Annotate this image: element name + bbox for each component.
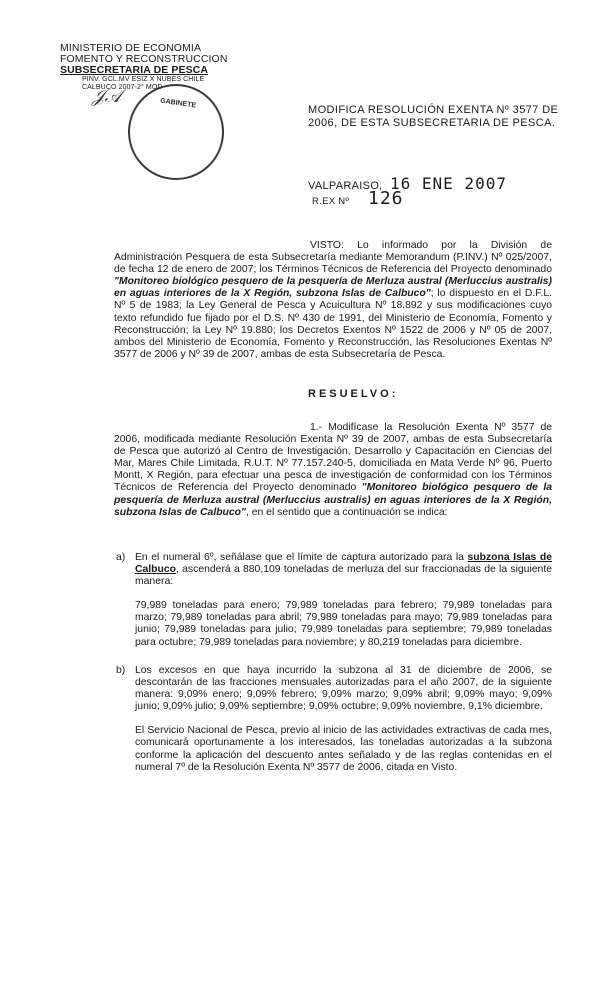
visto-text-1: Lo informado por la División de Administración Pesquera de esta Subsecretaría mediante Memorandum (P.INV.) Nº 025/2007, de fecha 12 de enero de 2007; los Términos Técnicos de Referencia del Proyecto denominado: [114, 240, 552, 276]
gabinete-stamp: [122, 78, 230, 186]
rex-label: R.EX Nº: [312, 196, 350, 207]
item-a-text-1: En el numeral 6º, señálase que el límite de captura autorizado para la: [135, 552, 464, 563]
subsecretaria-line: SUBSECRETARIA DE PESCA: [60, 64, 209, 76]
handwritten-initials: 𝒥𝒜: [92, 86, 122, 107]
ministry-line-2: FOMENTO Y RECONSTRUCCION: [60, 53, 228, 65]
letterhead: [60, 43, 228, 92]
reference-line-2: CALBUCO 2007-2° MOD: [82, 84, 163, 91]
resuelvo-heading: RESUELVO:: [308, 388, 399, 400]
item-b: [135, 665, 552, 774]
article-1: [114, 422, 552, 519]
item-a-text-2: , ascenderá a 880,109 toneladas de merluza del sur fraccionadas de la siguiente manera:: [135, 564, 552, 588]
article-1-project-name: "Monitoreo biológico pesquero de la pesquería de Merluza austral (Merluccius australis) en aguas interiores de la X Región, subzona Islas de Calbuco": [114, 482, 552, 518]
item-b-closing: El Servicio Nacional de Pesca, previo al inicio de las actividades extractivas de cada mes, comunicará oportunamente a los interesados, las toneladas autorizadas a la subzona conforme la aplicación del descuento antes señalado y de las reglas contenidas en el numeral 7º de la Resolución Exenta Nº 3577 de 2006, citada en Visto.: [135, 725, 552, 773]
visto-project-name: "Monitoreo biológico pesquero de la pesquería de Merluza austral (Merluccius australis) en aguas interiores de la X Región, subzona Islas de Calbuco": [114, 276, 552, 300]
visto-section: [114, 240, 552, 361]
item-b-marker: b): [116, 665, 126, 676]
item-a-marker: a): [116, 552, 126, 563]
item-a-subzona: subzona Islas de Calbuco: [135, 552, 553, 576]
item-a: [135, 552, 552, 649]
visto-lead: VISTO:: [310, 240, 344, 251]
document-title: [308, 104, 558, 130]
reference-line-1: PINV. GCL.MV ESIZ X NUBES CHILE: [82, 76, 205, 83]
item-a-monthly-detail: 79,989 toneladas para enero; 79,989 toneladas para febrero; 79,989 toneladas para marzo; 79,989 toneladas para abril; 79,989 toneladas para mayo; 79,989 toneladas para junio; 79,989 toneladas para julio; 79,989 toneladas para septiembre; 79,989 toneladas para octubre; 79,989 toneladas para noviembre; y 80,219 toneladas para diciembre.: [135, 600, 552, 648]
item-b-text: Los excesos en que haya incurrido la subzona al 31 de diciembre de 2006, se descontarán de las fracciones mensuales autorizadas para el año 2007, de la siguiente manera: 9,09% enero; 9,09% febrero; 9,09% marzo; 9,09% abril; 9,09% mayo; 9,09% junio; 9,09% julio; 9,09% septiembre; 9,09% octubre; 9,09% noviembre, 9,1% diciembre.: [135, 665, 552, 713]
place-label: VALPARAISO,: [308, 180, 383, 192]
rex-number: 126: [368, 188, 404, 209]
visto-text-2: ; lo dispuesto en el D.F.L. Nº 5 de 1983; la Ley General de Pesca y Acuicultura Nº 18.892 y sus modificaciones cuyo texto refundido fue fijado por el D.S. Nº 430 de 1991, del Ministerio de Economía, Fomento y Reconstrucción; la Ley Nº 19.880; los Decretos Exentos Nº 1522 de 2006 y Nº 05 de 2007, ambos del Ministerio de Economía, Fomento y Reconstrucción, las Resoluciones Exentas Nº 3577 de 2006 y Nº 39 de 2007, ambas de esta Subsecretaría de Pesca.: [114, 288, 552, 360]
ministry-line-1: MINISTERIO DE ECONOMIA: [60, 42, 202, 54]
title-line-1: MODIFICA RESOLUCIÓN EXENTA Nº 3577 DE: [308, 104, 559, 116]
date-stamp: 16 ENE 2007: [390, 174, 507, 193]
article-1-text-2: , en el sentido que a continuación se indica:: [245, 506, 448, 518]
article-1-text-1: 1.- Modifícase la Resolución Exenta Nº 3577 de 2006, modificada mediante Resolución Exenta Nº 39 de 2007, ambas de esta Subsecretaría de Pesca que autorizó al Centro de Investigación, Desarrollo y Capacitación en Ciencias del Mar, Mares Chile Limitada, R.U.T. Nº 77.157.240-5, domiciliada en Mata Verde Nº 96, Puerto Montt, X Región, para efectuar una pesca de investigación de conformidad con los Términos Técnicos de Referencia del Proyecto denominado: [114, 422, 552, 494]
title-line-2: 2006, DE ESTA SUBSECRETARIA DE PESCA.: [308, 117, 556, 129]
stamp-label: GABINETE: [159, 97, 197, 110]
